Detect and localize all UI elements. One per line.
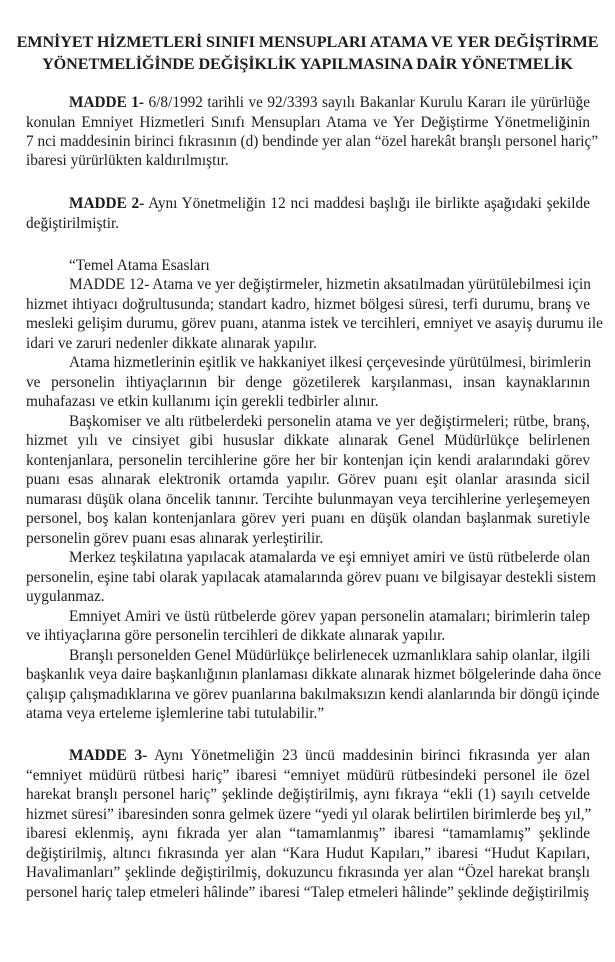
madde-12-line: numarası düşük olana öncelik tanınır. Tercihte bulunmayan veya tercihlerine yerleşemeyen (26, 491, 590, 508)
madde-12-line: uygulanmaz. (26, 588, 105, 605)
madde-12-line: muhafazası ve etkin kullanımı için gerekli tedbirler alınır. (26, 393, 379, 410)
madde-3-line: Havalimanları” şeklinde değiştirilmiş, dokuzuncu fıkrasında yer alan “Özel harekat branşlı (26, 864, 590, 881)
madde-3-line: değiştirilmiş, altıncı fıkrasında yer alan “Kara Hudut Kapıları,” ibaresi “Hudut Kapıları, (26, 845, 590, 862)
madde-12-line: başkanlık veya daire başkanlığının planlaması dikkate alınarak hizmet bölgelerinde daha önce (26, 666, 602, 683)
madde-12-line: ve ihtiyaçlarına göre personelin tercihleri de dikkate alınarak yapılır. (26, 627, 446, 644)
madde-1-text: 6/8/1992 tarihli ve 92/3393 sayılı Bakanlar Kurulu Kararı ile yürürlüğe (144, 94, 590, 111)
madde-12-line: çalışıp çalışmadıklarına ve görev puanlarına bakılmaksızın kendi alanlarında bir döngü içinde (26, 686, 600, 703)
madde-1-label: MADDE 1- (69, 94, 145, 111)
madde-12-line: personelin, eşine tabi olarak yapılacak atamalarında görev puanı ve bilgisayar destekli sistem (26, 569, 597, 586)
madde-2-label: MADDE 2- (69, 195, 145, 212)
madde-12-line: Başkomiser ve altı rütbelerdeki personelin atama ve yer değiştirmeleri; rütbe, branş, (69, 413, 590, 430)
madde-3-line: “emniyet müdürü rütbesi hariç” ibaresi “emniyet müdürü rütbesindeki personel ile özel (26, 767, 590, 784)
madde-12-line: Merkez teşkilatına yapılacak atamalarda ve eşi emniyet amiri ve üstü rütbelerde olan (69, 549, 590, 566)
madde-12-line: personel, boş kalan kontenjanlara görev yeri puanı en düşük olandan başlanmak suretiyle (26, 510, 590, 527)
madde-12-line: atama veya erteleme işlemlerine tabi tutulabilir.” (26, 705, 325, 722)
document-title-line-2: YÖNETMELİĞİNDE DEĞİŞİKLİK YAPILMASINA DAİR YÖNETMELİK (42, 55, 573, 73)
madde-3-line-1 (69, 746, 590, 765)
madde-12-line: Atama hizmetlerinin eşitlik ve hakkaniyet ilkesi çerçevesinde yürütülmesi, birimlerin (69, 354, 592, 371)
madde-1-line-3: 7 nci maddesinin birinci fıkrasının (d) bendinde yer alan “özel harekât branşlı personel hariç” (26, 133, 599, 150)
madde-3-text: Aynı Yönetmeliğin 23 üncü maddesinin birinci fıkrasında yer alan (147, 747, 590, 764)
madde-2-line-2: değiştirilmiştir. (26, 215, 120, 232)
madde-3-line: hizmet süresi” ibaresinden sonra gelmek üzere “yedi yıl olarak belirtilen birimlerde beş yıl,” (26, 806, 592, 823)
document-title-line-1: EMNİYET HİZMETLERİ SINIFI MENSUPLARI ATAMA VE YER DEĞİŞTİRME (16, 33, 599, 51)
madde-12-line: mesleki gelişim durumu, görev puanı, atanma istek ve tercihleri, emniyet ve asayiş durumu ile (26, 315, 603, 332)
madde-3-line: personel hariç talep etmeleri hâlinde” ibaresi “Talep etmeleri hâlinde” şeklinde değiştirilmiş (26, 884, 589, 901)
madde-1-line-4: ibaresi yürürlükten kaldırılmıştır. (26, 152, 229, 169)
madde-2-text: Aynı Yönetmeliğin 12 nci maddesi başlığı ile birlikte aşağıdaki şekilde (144, 195, 590, 212)
madde-12-line: puanı esas alınarak elektronik ortamda yapılır. Görev puanı eşit olanlar arasında sicil (26, 471, 590, 488)
madde-1-line-2: konulan Emniyet Hizmetleri Sınıfı Mensupları Atama ve Yer Değiştirme Yönetmeliğinin (26, 114, 590, 131)
madde-1-line-1 (69, 93, 590, 112)
madde-12-line: personelin görev puanı esas alınarak yerleştirilir. (26, 530, 324, 547)
madde-12-line: hizmet yılı ve cinsiyet gibi hususlar dikkate alınarak Genel Müdürlükçe belirlenen (26, 432, 590, 449)
madde-12-line: Branşlı personelden Genel Müdürlükçe belirlenecek uzmanlıklara sahip olanlar, ilgili (69, 647, 591, 664)
madde-3-line: ibaresi eklenmiş, aynı fıkrada yer alan “tamamlanmış” ibaresi “tamamlamış” şeklinde (26, 825, 590, 842)
madde-3-label: MADDE 3- (69, 747, 148, 764)
madde-12-line: ve personelin ihtiyaçlarının bir denge gözetilerek karşılanması, insan kaynaklarının (26, 374, 590, 391)
madde-12-line: hizmet ihtiyacı doğrultusunda; standart kadro, hizmet bölgesi süresi, terfi durumu, branş ve (26, 296, 590, 313)
madde-12-line: idari ve zaruri nedenler dikkate alınarak yapılır. (26, 335, 317, 352)
madde-3-line: harekat branşlı personel hariç” şeklinde değiştirilmiş, aynı fıkraya “ekli (1) sayılı cetvelde (26, 786, 590, 803)
madde-12-line: kontenjanlara, personelin tercihlerine göre her bir kontenjan için kendi aralarındaki görev (26, 452, 590, 469)
madde-12-heading: “Temel Atama Esasları (69, 257, 210, 274)
madde-12-line: Emniyet Amiri ve üstü rütbelerde görev yapan personelin atamaları; birimlerin talep (69, 608, 590, 625)
madde-2-line-1 (69, 194, 590, 213)
madde-12-line: MADDE 12- Atama ve yer değiştirmeler, hizmetin aksatılmadan yürütülebilmesi için (69, 276, 591, 293)
